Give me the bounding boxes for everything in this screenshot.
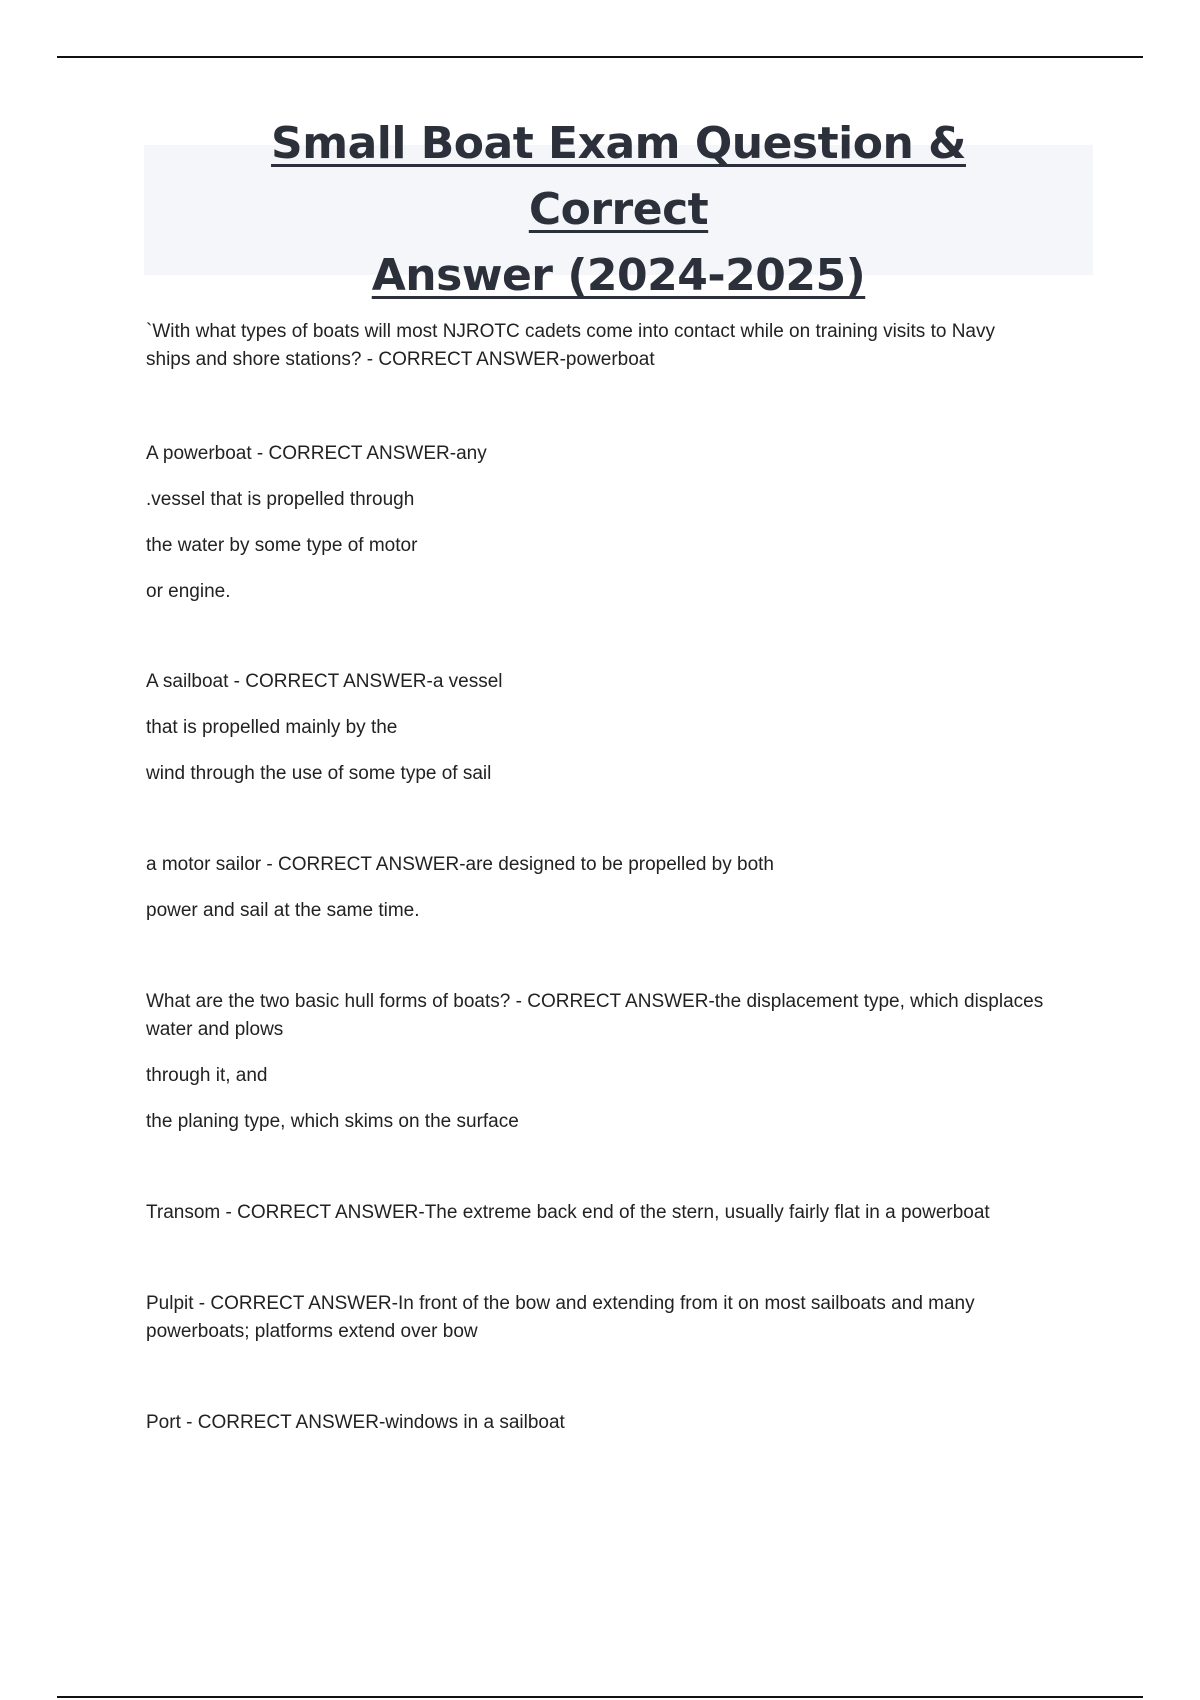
page-title	[179, 111, 1059, 309]
qa-line: wind through the use of some type of sail	[146, 763, 492, 784]
qa-entry	[146, 851, 1096, 925]
qa-line: Pulpit - CORRECT ANSWER-In front of the bow and extending from it on most sailboats and many	[146, 1293, 975, 1314]
qa-line: a motor sailor - CORRECT ANSWER-are designed to be propelled by both	[146, 854, 774, 875]
spacer	[146, 925, 1096, 988]
top-rule	[57, 56, 1143, 58]
qa-line: ships and shore stations? - CORRECT ANSWER-powerboat	[146, 349, 655, 370]
qa-line: A sailboat - CORRECT ANSWER-a vessel	[146, 671, 503, 692]
qa-line: that is propelled mainly by the	[146, 717, 398, 738]
qa-line: through it, and	[146, 1065, 268, 1086]
qa-entry	[146, 1199, 1096, 1227]
qa-line: .vessel that is propelled through	[146, 489, 415, 510]
title-banner	[144, 118, 1093, 301]
qa-line: A powerboat - CORRECT ANSWER-any	[146, 443, 487, 464]
bottom-rule	[57, 1696, 1143, 1698]
qa-line: the water by some type of motor	[146, 535, 418, 556]
qa-line: the planing type, which skims on the surface	[146, 1111, 519, 1132]
title-line-1: Small Boat Exam Question & Correct	[271, 118, 966, 235]
title-line-2: Answer (2024-2025)	[371, 250, 866, 301]
qa-entry	[146, 988, 1096, 1136]
spacer	[146, 1227, 1096, 1290]
qa-entry	[146, 440, 1096, 606]
spacer	[146, 374, 1096, 440]
qa-line: What are the two basic hull forms of boats? - CORRECT ANSWER-the displacement type, which displaces	[146, 991, 1044, 1012]
qa-line: water and plows	[146, 1019, 284, 1040]
qa-line: Transom - CORRECT ANSWER-The extreme back end of the stern, usually fairly flat in a powerboat	[146, 1202, 990, 1223]
qa-line: or engine.	[146, 581, 231, 602]
qa-list	[146, 318, 1096, 1437]
qa-line: power and sail at the same time.	[146, 900, 420, 921]
spacer	[146, 788, 1096, 851]
qa-line: `With what types of boats will most NJROTC cadets come into contact while on training visits to Navy	[146, 321, 995, 342]
spacer	[146, 1136, 1096, 1199]
qa-entry	[146, 318, 1096, 374]
qa-entry	[146, 668, 1096, 788]
spacer	[146, 606, 1096, 668]
qa-entry	[146, 1409, 1096, 1437]
qa-line: powerboats; platforms extend over bow	[146, 1321, 478, 1342]
spacer	[146, 1346, 1096, 1409]
qa-line: Port - CORRECT ANSWER-windows in a sailboat	[146, 1412, 565, 1433]
qa-entry	[146, 1290, 1096, 1346]
